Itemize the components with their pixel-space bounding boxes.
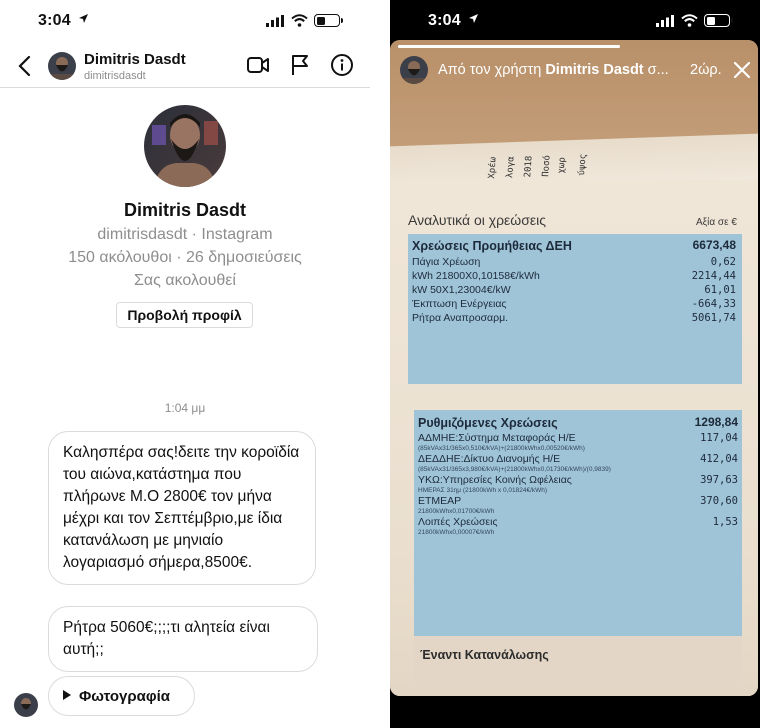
profile-name: Dimitris Dasdt [123, 200, 247, 220]
status-time: 3:04 [428, 12, 461, 29]
battery-icon [704, 14, 730, 27]
bill-row-label: Λοιπές Χρεώσεις [418, 516, 498, 528]
story-time: 2ώρ. [690, 62, 722, 78]
header-name[interactable]: Dimitris Dasdt [84, 51, 186, 68]
avatar[interactable] [400, 56, 428, 84]
story-viewer[interactable] [390, 40, 758, 696]
photo-attachment-button[interactable] [48, 676, 195, 716]
bill-row-label: ΕΤΜΕΑΡ [418, 495, 462, 507]
video-camera-icon[interactable] [246, 54, 270, 76]
section-heading: Ρυθμιζόμενες Χρεώσεις [418, 416, 558, 430]
bill-row-label: ΑΔΜΗΕ:Σύστημα Μεταφοράς Η/Ε [418, 432, 576, 444]
sender-avatar[interactable] [14, 693, 38, 717]
dm-screen [0, 0, 370, 728]
section-heading: Χρεώσεις Προμήθειας ΔΕΗ [412, 239, 572, 253]
header-username: dimitrisdasdt [84, 70, 146, 82]
location-arrow-icon [468, 13, 479, 24]
photo-label: Φωτογραφία [79, 687, 170, 705]
bill-row-label: kWh 21800X0,10158€/kWh [412, 270, 540, 282]
bill-row-value: 2214,44 [691, 270, 736, 282]
bill-title: Αναλυτικά οι χρεώσεις [408, 212, 546, 228]
story-suffix: σ... [643, 62, 669, 78]
bill-row-label: Ρήτρα Αναπροσαρμ. [412, 312, 509, 324]
story-user: Dimitris Dasdt [545, 62, 644, 78]
wifi-icon [681, 14, 698, 27]
close-icon[interactable] [733, 61, 751, 79]
background-paper: Χρέω λογα 2018 Ποσό χωρ ύψος [390, 134, 758, 207]
story-prefix: Από τον χρήστη [438, 62, 546, 78]
message-bubble[interactable]: Καλησπέρα σας!δειτε την κοροϊδία του αιώνα,κατάστημα που πλήρωνε Μ.Ο 2800€ τον μήνα μέχρι και τον Σεπτέμβριο,με ίδια κατανάλωση με μηνιαίο λογαριασμό σήμερα,8500€. [48, 431, 316, 585]
info-icon[interactable] [330, 53, 354, 77]
conversation-header [0, 44, 370, 88]
chevron-left-icon[interactable] [14, 54, 36, 78]
bill-row-value: 412,04 [700, 453, 738, 465]
avatar[interactable] [48, 52, 76, 80]
bill-row-value: 0,62 [710, 256, 736, 268]
screenshot-divider [370, 0, 390, 728]
bill-currency: Αξία σε € [696, 217, 737, 228]
bill-row-label: kW 50X1,23004€/kW [412, 284, 511, 296]
bill-row-detail: (85kVAx31/365x3,980€/kVA)+(21800kWhx0,01730€/kWh)/(0,9839) [418, 466, 611, 473]
bill-row-label: Πάγια Χρέωση [412, 256, 481, 268]
signal-icon [656, 15, 674, 27]
bill-row-detail: (85kVAx31/365x0,510€/kVA)+(21800kWhx0,00520€/kWh) [418, 445, 585, 452]
bill-row-label: Έκπτωση Ενέργειας [412, 298, 507, 310]
status-time: 3:04 [38, 12, 71, 29]
battery-icon [314, 14, 340, 27]
bill-row-value: 370,60 [700, 495, 738, 507]
wifi-icon [291, 14, 308, 27]
signal-icon [266, 15, 284, 27]
story-screen [390, 0, 760, 728]
status-bar [390, 0, 760, 44]
status-bar [0, 0, 370, 44]
section-total: 1298,84 [694, 415, 738, 429]
bill-row-value: 397,63 [700, 474, 738, 486]
message-timestamp: 1:04 μμ [164, 401, 206, 415]
bill-row-value: 1,53 [712, 516, 738, 528]
story-progress-bar [398, 45, 620, 48]
bill-row-detail: 21800kWhx0,00007€/kWh [418, 529, 495, 536]
bill-footer-label: Έναντι Κατανάλωσης [420, 648, 549, 662]
bill-row-value: 5061,74 [691, 312, 736, 324]
bill-row-detail: 21800kWhx0,01700€/kWh [418, 508, 495, 515]
profile-username-line: dimitrisdasdt · Instagram [97, 226, 273, 243]
view-profile-button[interactable]: Προβολή προφίλ [116, 302, 253, 328]
location-arrow-icon [78, 13, 89, 24]
bill-row-label: ΔΕΔΔΗΕ:Δίκτυο Διανομής Η/Ε [418, 453, 561, 465]
story-attribution[interactable] [438, 62, 683, 78]
profile-avatar[interactable] [144, 105, 226, 187]
follows-you-label: Σας ακολουθεί [134, 272, 236, 289]
bill-row-detail: ΗΜΕΡΑΣ 31ημ (21800kWh x 0,01824€/kWh) [418, 487, 548, 494]
profile-stats: 150 ακόλουθοι · 26 δημοσιεύσεις [68, 249, 302, 266]
flag-icon[interactable] [290, 54, 310, 76]
bill-row-value: 61,01 [704, 284, 736, 296]
message-bubble[interactable]: Ρήτρα 5060€;;;;τι αλητεία είναι αυτή;; [48, 606, 318, 672]
section-total: 6673,48 [692, 238, 736, 252]
bill-row-label: ΥΚΩ:Υπηρεσίες Κοινής Ωφέλειας [418, 474, 572, 486]
play-icon [63, 690, 71, 700]
bill-row-value: -664,33 [691, 298, 736, 310]
bill-row-value: 117,04 [700, 432, 738, 444]
